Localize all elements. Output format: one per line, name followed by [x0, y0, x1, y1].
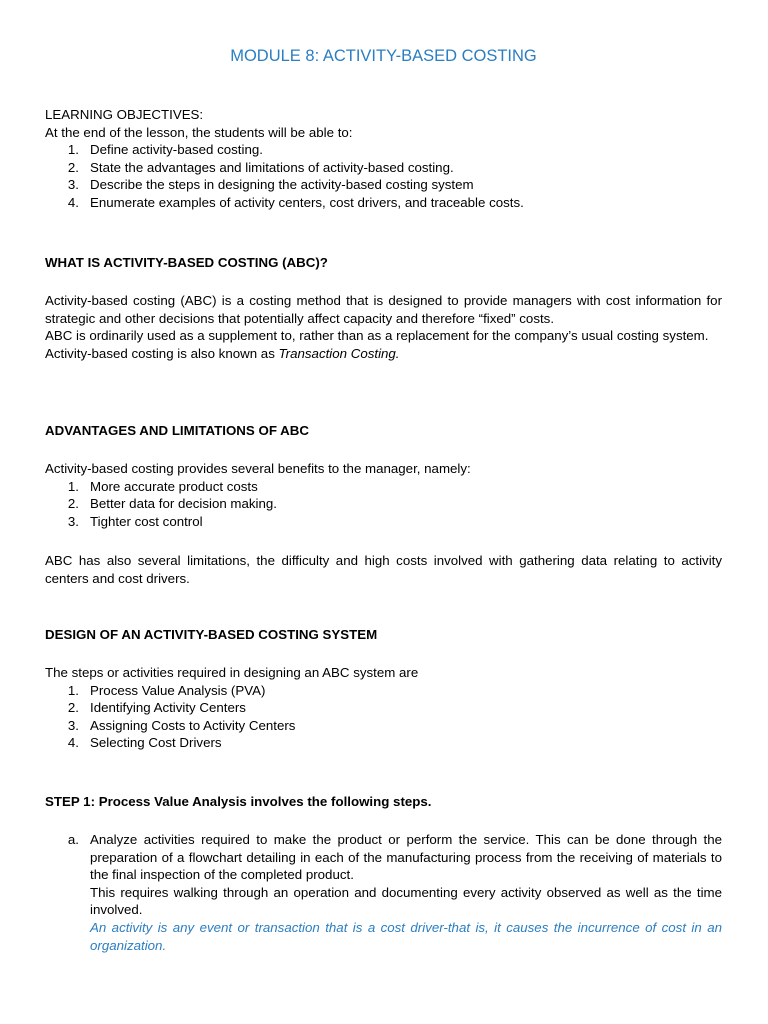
- list-text: Enumerate examples of activity centers, cost drivers, and traceable costs.: [90, 194, 524, 210]
- list-text: Identifying Activity Centers: [90, 700, 246, 716]
- limitations-paragraph: ABC has also several limitations, the difficulty and high costs involved with gathering data relating to activity centers and cost drivers.: [45, 553, 722, 586]
- advantages-list: [45, 478, 722, 531]
- design-intro: The steps or activities required in designing an ABC system are: [45, 665, 419, 680]
- list-number: 1.: [67, 142, 79, 158]
- list-number: 1.: [67, 682, 79, 698]
- objectives-intro: At the end of the lesson, the students will be able to:: [45, 124, 353, 140]
- learning-objectives-section: [45, 106, 722, 212]
- list-text: State the advantages and limitations of activity-based costing.: [90, 159, 454, 175]
- paragraph: Activity-based costing (ABC) is a costing method that is designed to provide managers with cost information for strategic and other decisions that potentially affect capacity and therefore “fixed” costs.: [45, 293, 722, 326]
- list-text: Describe the steps in designing the activity-based costing system: [90, 177, 474, 193]
- list-item: [45, 734, 722, 752]
- list-number: 2.: [67, 700, 79, 716]
- section-heading-design: DESIGN OF AN ACTIVITY-BASED COSTING SYSTEM: [45, 627, 378, 642]
- list-item: [45, 141, 722, 159]
- section-heading-advantages: ADVANTAGES AND LIMITATIONS OF ABC: [45, 423, 309, 438]
- list-item: [45, 682, 722, 700]
- list-number: 1.: [67, 478, 79, 494]
- advantages-intro: Activity-based costing provides several benefits to the manager, namely:: [45, 461, 471, 476]
- paragraph: Analyze activities required to make the product or perform the service. This can be done through the preparation of a flowchart detailing in each of the manufacturing process from the receiving of materials to the final inspection of the completed product.: [90, 832, 722, 883]
- list-text: More accurate product costs: [90, 478, 258, 494]
- what-is-abc-body: [45, 292, 722, 362]
- list-text: Selecting Cost Drivers: [90, 735, 222, 751]
- list-number: 2.: [67, 159, 79, 175]
- list-text: Process Value Analysis (PVA): [90, 682, 266, 698]
- paragraph: ABC is ordinarily used as a supplement to, rather than as a replacement for the company’s usual costing system.: [45, 328, 709, 344]
- list-number: 3.: [67, 717, 79, 733]
- list-text: Tighter cost control: [90, 513, 203, 529]
- list-number: 3.: [67, 177, 79, 193]
- text-run: Activity-based costing is also known as: [45, 345, 279, 361]
- list-item: [45, 513, 722, 531]
- list-number: 4.: [67, 735, 79, 751]
- list-item: [45, 159, 722, 177]
- list-number: 3.: [67, 513, 79, 529]
- list-item: [45, 717, 722, 735]
- advantages-section: [45, 460, 722, 530]
- list-text: Define activity-based costing.: [90, 142, 263, 158]
- section-heading-what-is-abc: WHAT IS ACTIVITY-BASED COSTING (ABC)?: [45, 255, 328, 270]
- design-steps-list: [45, 682, 722, 752]
- list-item: [45, 495, 722, 513]
- step-1-section: [45, 831, 722, 954]
- page-title: MODULE 8: ACTIVITY-BASED COSTING: [230, 47, 537, 65]
- objectives-heading: LEARNING OBJECTIVES:: [45, 107, 204, 122]
- list-item: [45, 194, 722, 212]
- list-text: Better data for decision making.: [90, 496, 277, 512]
- paragraph: This requires walking through an operation and documenting every activity observed as well as the time involved.: [90, 884, 722, 918]
- list-letter: a.: [67, 832, 79, 847]
- list-item: [45, 699, 722, 717]
- design-section: [45, 664, 722, 752]
- list-text: Assigning Costs to Activity Centers: [90, 717, 296, 733]
- emphasis-text: Transaction Costing.: [278, 345, 400, 361]
- activity-definition-note: An activity is any event or transaction that is a cost driver-that is, it causes the incurrence of cost in an organization.: [90, 919, 722, 953]
- list-item: [45, 478, 722, 496]
- list-item: [45, 176, 722, 194]
- section-heading-step-1: STEP 1: Process Value Analysis involves the following steps.: [45, 794, 432, 809]
- step-1-list: [45, 831, 722, 954]
- objectives-list: [45, 141, 722, 211]
- list-number: 4.: [67, 194, 79, 210]
- paragraph: [45, 345, 722, 363]
- list-item: [45, 831, 722, 954]
- list-number: 2.: [67, 496, 79, 512]
